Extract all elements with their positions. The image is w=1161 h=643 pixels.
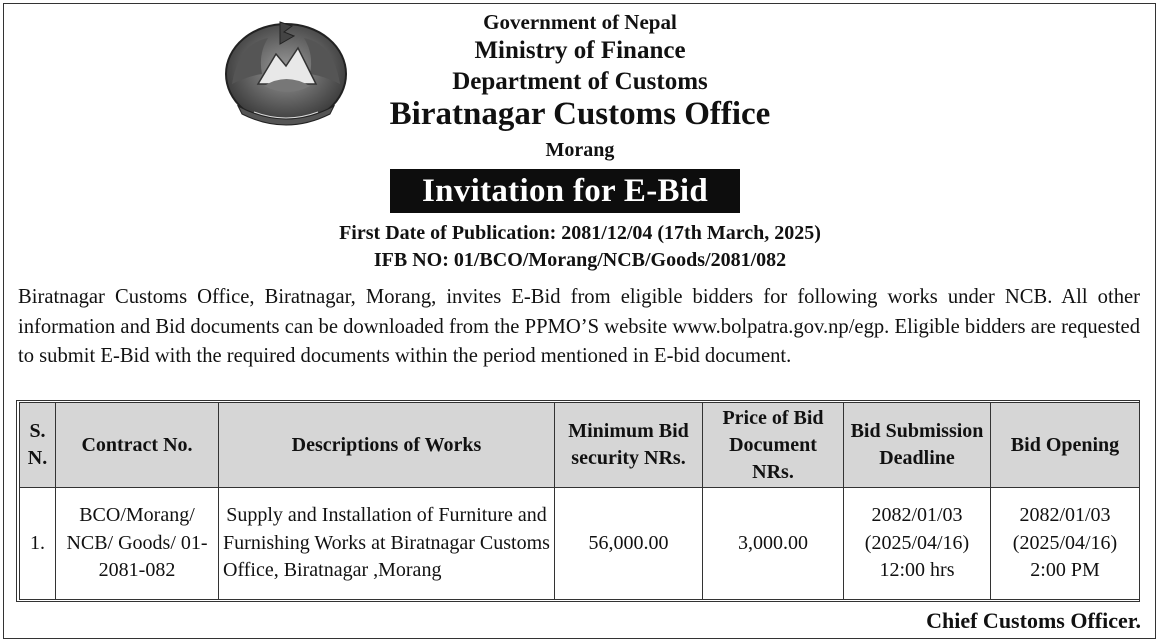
ministry-name: Ministry of Finance (474, 37, 686, 64)
opening-ad-date: (2025/04/16) (1012, 531, 1118, 554)
cell-contract-no: BCO/Morang/ NCB/ Goods/ 01-2081-082 (56, 488, 219, 600)
deadline-ad-date: (2025/04/16) (864, 531, 970, 554)
header-contract-no: Contract No. (56, 403, 219, 488)
office-name: Biratnagar Customs Office (389, 96, 771, 132)
cell-bid-security: 56,000.00 (555, 488, 703, 600)
notice-title-banner: Invitation for E-Bid (390, 169, 740, 213)
cell-submission-deadline (844, 488, 991, 600)
header-descriptions: Descriptions of Works (219, 403, 555, 488)
district-name: Morang (545, 139, 615, 161)
header-bid-opening: Bid Opening (991, 403, 1140, 488)
notice-body-text: Biratnagar Customs Office, Biratnagar, Morang, invites E-Bid from eligible bidders for following works under NCB. All other information and Bid documents can be downloaded from the PPMO’S website www.bolpatra.gov.np/egp. Eligible bidders are requested to submit E-Bid with the required documents within the period mentioned in E-bid document. (18, 286, 1140, 367)
header-submission-deadline: Bid Submission Deadline (844, 403, 991, 488)
table-row (20, 488, 1140, 600)
cell-sn: 1. (20, 488, 56, 600)
government-name: Government of Nepal (483, 10, 677, 34)
header-document-price: Price of Bid Document NRs. (703, 403, 844, 488)
header-sn: S. N. (20, 403, 56, 488)
header-bid-security: Minimum Bid security NRs. (555, 403, 703, 488)
signature-line: Chief Customs Officer. (926, 608, 1141, 633)
ifb-number: IFB NO: 01/BCO/Morang/NCB/Goods/2081/082 (373, 249, 787, 271)
cell-description: Supply and Installation of Furniture and Furnishing Works at Biratnagar Customs Office, Biratnagar ,Morang (219, 488, 555, 600)
table-header-row (20, 403, 1140, 488)
opening-time: 2:00 PM (1030, 559, 1100, 582)
deadline-time: 12:00 hrs (879, 559, 955, 582)
cell-bid-opening (991, 488, 1140, 600)
department-name: Department of Customs (452, 68, 708, 95)
cell-document-price: 3,000.00 (703, 488, 844, 600)
bid-table (19, 402, 1140, 600)
deadline-bs-date: 2082/01/03 (871, 504, 963, 527)
opening-bs-date: 2082/01/03 (1019, 504, 1111, 527)
publication-date: First Date of Publication: 2081/12/04 (17th March, 2025) (339, 222, 821, 244)
